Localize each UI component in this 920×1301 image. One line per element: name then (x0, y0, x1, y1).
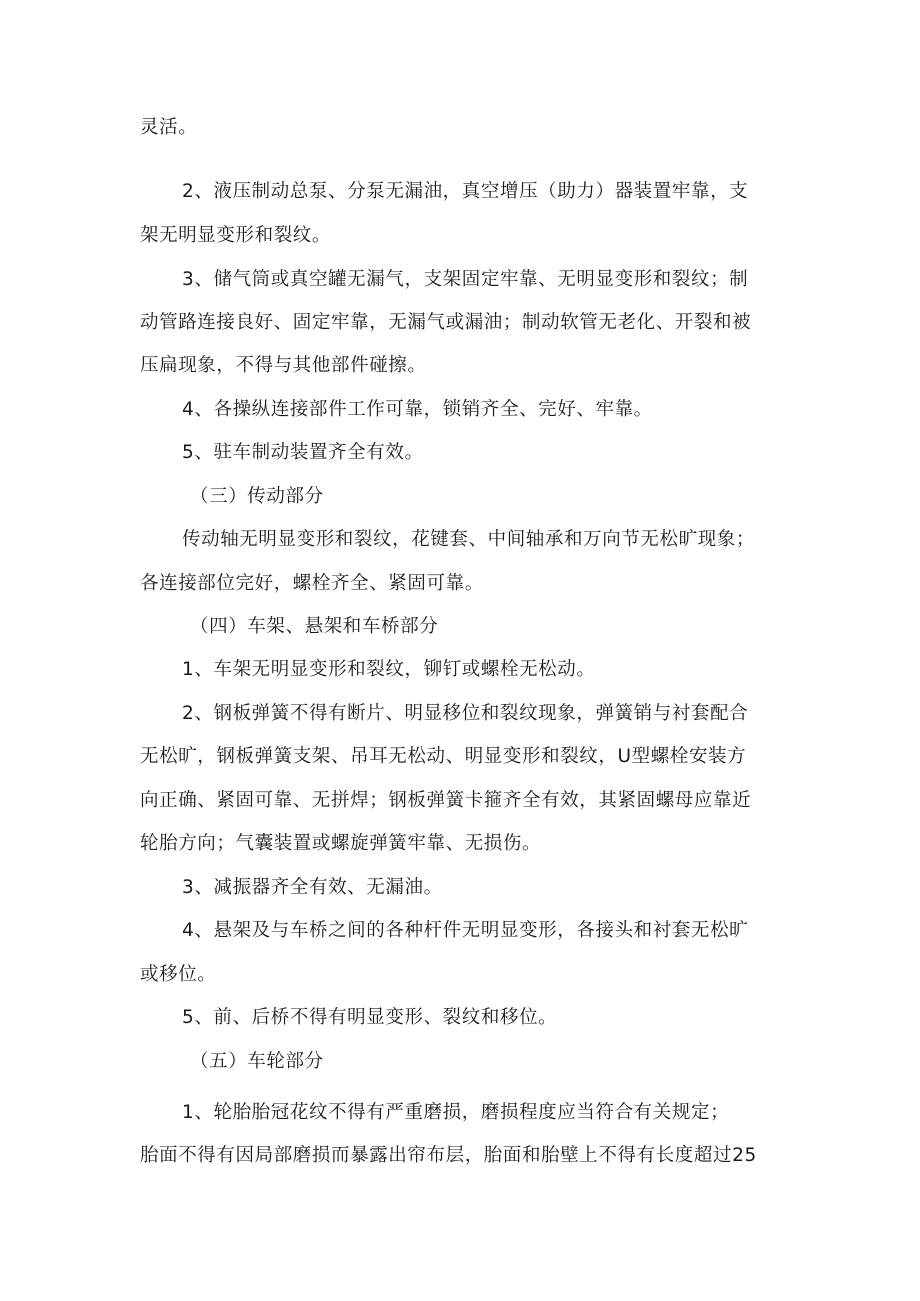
text-line: 架无明显变形和裂纹。 (140, 225, 332, 246)
text-line: 5、驻车制动装置齐全有效。 (182, 442, 424, 463)
text-line: 3、储气筒或真空罐无漏气，支架固定牢靠、无明显变形和裂纹；制 (182, 269, 749, 290)
section-heading: （五）车轮部分 (190, 1051, 324, 1072)
text-line: 或移位。 (140, 964, 217, 985)
text-line: 1、车架无明显变形和裂纹，铆钉或螺栓无松动。 (182, 659, 596, 680)
text-line: 压扁现象，不得与其他部件碰擦。 (140, 355, 427, 376)
text-line: 4、各操纵连接部件工作可靠，锁销齐全、完好、牢靠。 (182, 399, 653, 420)
text-line: 各连接部位完好，螺栓齐全、紧固可靠。 (140, 573, 484, 594)
text-line: 灵活。 (140, 117, 198, 138)
section-heading: （三）传动部分 (190, 486, 324, 507)
text-line: 传动轴无明显变形和裂纹，花键套、中间轴承和万向节无松旷现象； (182, 529, 756, 550)
text-line: 3、减振器齐全有效、无漏油。 (182, 877, 443, 898)
text-line: 轮胎方向；气囊装置或螺旋弹簧牢靠、无损伤。 (140, 833, 542, 854)
text-line: 2、钢板弹簧不得有断片、明显移位和裂纹现象，弹簧销与衬套配合 (182, 703, 749, 724)
text-line: 1、轮胎胎冠花纹不得有严重磨损，磨损程度应当符合有关规定； (182, 1102, 730, 1123)
text-line: 向正确、紧固可靠、无拼焊；钢板弹簧卡箍齐全有效，其紧固螺母应靠近 (140, 790, 752, 811)
text-line: 2、液压制动总泵、分泵无漏油，真空增压（助力）器装置牢靠，支 (182, 181, 749, 202)
text-line: 4、悬架及与车桥之间的各种杆件无明显变形，各接头和衬套无松旷 (182, 920, 749, 941)
text-line: 5、前、后桥不得有明显变形、裂纹和移位。 (182, 1007, 558, 1028)
text-line: 无松旷，钢板弹簧支架、吊耳无松动、明显变形和裂纹，U型螺栓安装方 (140, 746, 747, 767)
section-heading: （四）车架、悬架和车桥部分 (190, 616, 439, 637)
text-line: 胎面不得有因局部磨损而暴露出帘布层，胎面和胎壁上不得有长度超过25 (140, 1145, 757, 1166)
text-line: 动管路连接良好、固定牢靠，无漏气或漏油；制动软管无老化、开裂和被 (140, 312, 752, 333)
